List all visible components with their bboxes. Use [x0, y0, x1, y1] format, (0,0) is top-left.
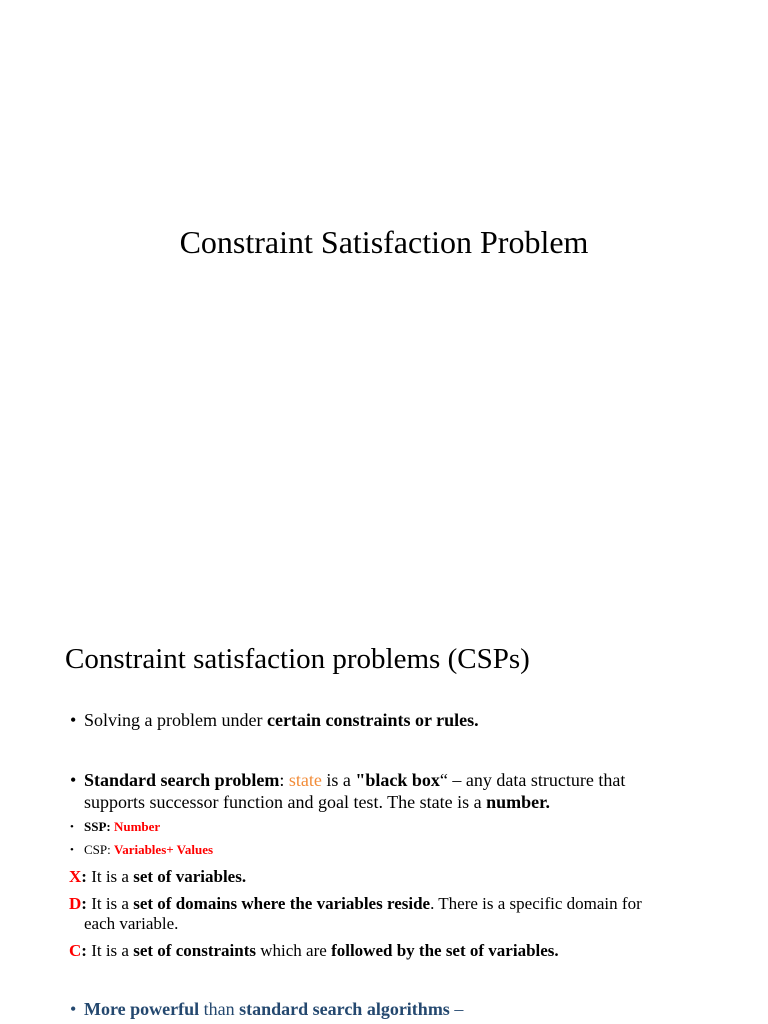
definition-x: X: It is a set of variables. — [69, 867, 247, 886]
definition-c: C: It is a set of constraints which are followed by the set of variables. — [69, 941, 559, 960]
bullet-standard-search: • Standard search problem: state is a "black box“ – any data structure that supports successor function and goal test. The state is a number. — [70, 770, 626, 812]
definition-d: D: It is a set of domains where the variables reside. There is a specific domain for each variable. — [69, 894, 642, 933]
letter-x: X — [69, 867, 82, 886]
bullet-more-powerful: • More powerful than standard search algorithms – — [70, 999, 464, 1019]
letter-c: C — [69, 941, 82, 960]
bullet-icon: • — [70, 844, 74, 856]
slide-title: Constraint Satisfaction Problem — [179, 224, 589, 260]
sub-bullet-ssp: • SSP: Number — [70, 819, 161, 834]
csp-slide — [0, 585, 768, 1024]
state-keyword: state — [288, 770, 322, 790]
bullet-icon: • — [70, 999, 77, 1019]
bullet-icon: • — [70, 770, 77, 790]
sub-bullet-csp: • CSP: Variables+ Values — [70, 842, 214, 857]
bullet-icon: • — [70, 821, 74, 833]
letter-d: D — [69, 894, 82, 913]
bullet-icon: • — [70, 710, 77, 730]
slide-heading: Constraint satisfaction problems (CSPs) — [65, 643, 530, 675]
bullet-solving: • Solving a problem under certain constraints or rules. — [70, 710, 479, 730]
